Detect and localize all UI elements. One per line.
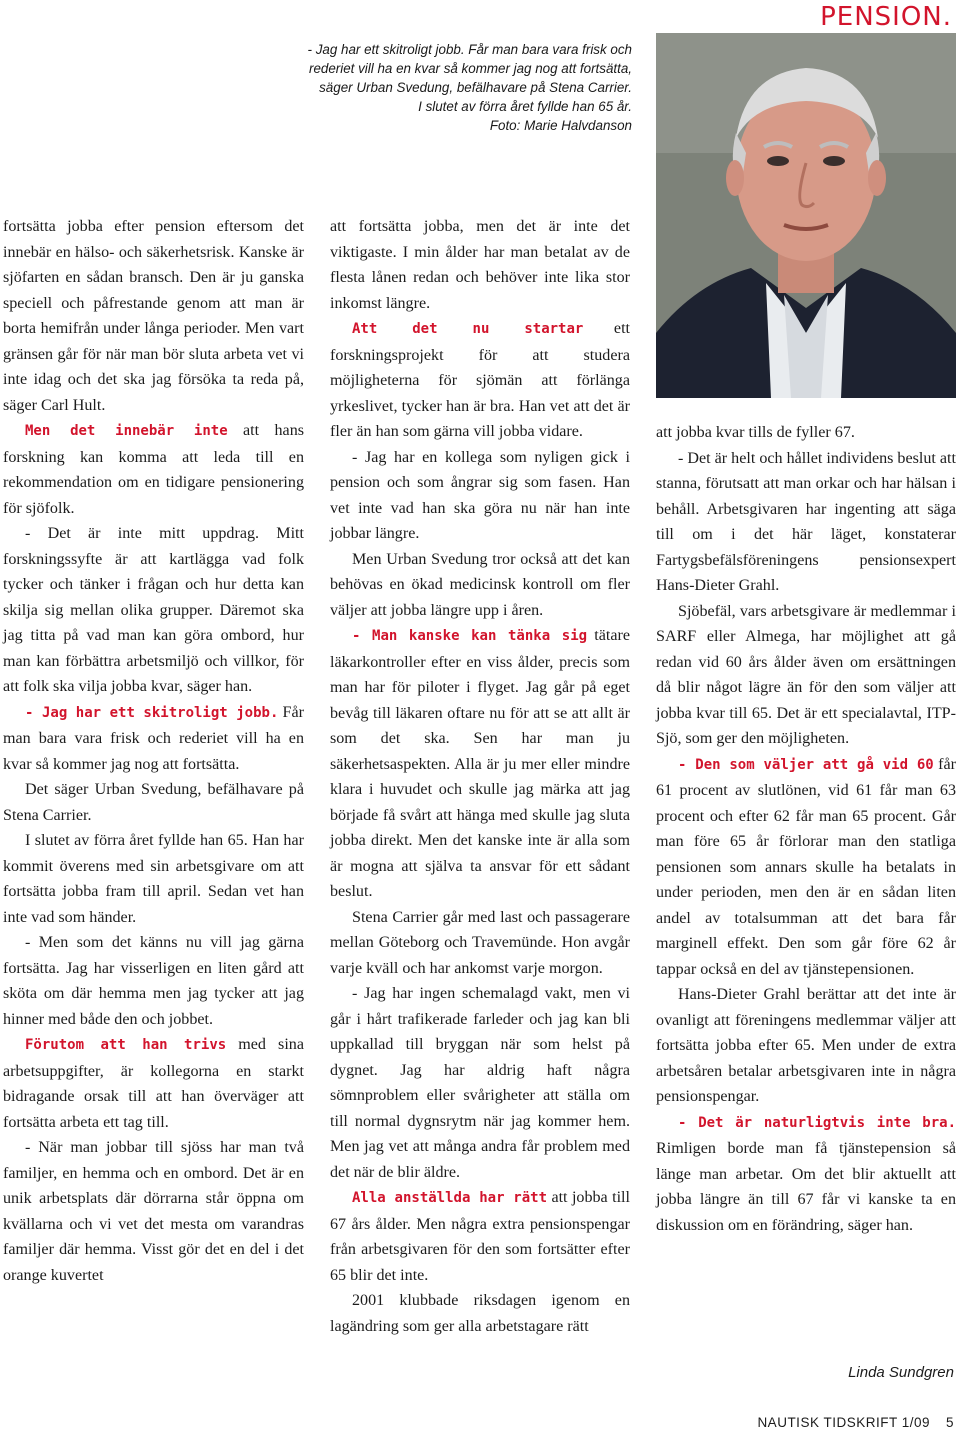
- paragraph-text: ett forskningsprojekt för att studera möjligheterna för sjömän att förlänga yrkeslivet, tycker han är bra. Han vet att det är fler än han som gärna vill jobba vidare.: [330, 320, 631, 440]
- highlight-lead: - Jag har ett skitroligt jobb.: [25, 704, 279, 721]
- portrait-illustration: [656, 33, 956, 398]
- section-title: PENSION.: [820, 2, 952, 32]
- paragraph-text: får 61 procent av slutlönen, vid 61 får man 63 procent och efter 62 får man 65 procent. Går man före 65 år förlorar man den statliga pensionen som annars skulle ha betalats in under perioden, men den är en sådan liten andel av totalsumman att det bara får marginell effekt. Den som går före 62 år tappar också en del av tjänstepensionen.: [656, 755, 956, 978]
- highlight-lead: Förutom att han trivs: [25, 1037, 227, 1053]
- paragraph: att jobba kvar tills de fyller 67.: [656, 424, 855, 441]
- paragraph-text: med sina arbetsuppgifter, är kollegorna en starkt bidragande orsak till att han överväger att fortsätta arbeta ett tag till.: [3, 1036, 304, 1131]
- caption-line: I slutet av förra året fyllde han 65 år.: [418, 99, 632, 114]
- highlight-lead: - Det är naturligtvis inte bra.: [678, 1114, 956, 1131]
- highlight-lead: - Den som väljer att gå vid 60: [678, 756, 934, 773]
- paragraph: - Jag har ingen schemalagd vakt, men vi går i hårt trafikerade farleder och jag kan bli uppkallad till bryggan när som helst på dygnet. Jag har aldrig haft några sömnproblem eller svårigheter att ställa om till normal dygnsrytm när jag kommer hem. Men jag vet att många andra får problem med det när de blir äldre.: [330, 985, 630, 1181]
- publication-name: NAUTISK TIDSKRIFT 1/09: [757, 1415, 930, 1430]
- highlight-lead: Men det innebär inte: [25, 423, 228, 439]
- paragraph: 2001 klubbade riksdagen igenom en lagändring som ger alla arbetstagare rätt: [330, 1292, 630, 1335]
- highlight-lead: Alla anställda har rätt: [352, 1190, 548, 1206]
- paragraph: - Jag har en kollega som nyligen gick i pension och som ångrar sig som fasen. Han vet inte vad han ska göra nu när han inte jobbar längre.: [330, 448, 630, 542]
- paragraph: [330, 316, 630, 445]
- paragraph: [656, 1110, 956, 1239]
- paragraph: [3, 1032, 304, 1135]
- paragraph: Stena Carrier går med last och passagerare mellan Göteborg och Travemünde. Hon avgår varje kväll och har ankomst varje morgon.: [330, 908, 630, 977]
- paragraph: - När man jobbar till sjöss har man två familjer, en hemma och en ombord. Det är en unik arbetsplats där dörrarna står öppna om kvällarna och vi vet det mesta om varandras familjer där hemma. Visst gör det en del i det orange kuvertet: [3, 1139, 304, 1284]
- page-number: 5: [945, 1415, 954, 1430]
- paragraph: [656, 752, 956, 983]
- caption-line: rederiet vill ha en kvar så kommer jag nog att fortsätta,: [308, 61, 632, 76]
- author-signature: Linda Sundgren: [848, 1364, 954, 1381]
- paragraph-text: att jobba till 67 års ålder. Men några extra pensionspengar från arbetsgivaren för den som fortsätter efter 65 blir det inte.: [330, 1189, 630, 1284]
- photo-credit: Foto: Marie Halvdanson: [489, 118, 632, 133]
- paragraph-text: tätare läkarkontroller efter en viss ålder, precis som man har för piloter i flyget. Jag går på eget bevåg till läkaren oftare nu för att se att allt är som det ska. Sen har man ju säkerhetsaspekten. Alla är ju mer eller mindre klara i huvudet och skulle jag märka att jag började få svårt att hänga med skulle jag sluta jobba direkt. Men det kanske inte är alla som är mogna att själva ta ansvar för ett sådant beslut.: [330, 627, 630, 900]
- paragraph: [3, 418, 304, 521]
- caption-line: säger Urban Svedung, befälhavare på Stena Carrier.: [319, 80, 632, 95]
- article-column-1: [3, 214, 304, 1288]
- paragraph: att fortsätta jobba, men det är inte det viktigaste. I min ålder har man betalat av de flesta lånen redan och behöver inte lika stor inkomst längre.: [330, 218, 630, 312]
- paragraph: Men Urban Svedung tror också att det kan behövas en ökad medicinsk kontroll om fler väljer att jobba längre upp i åren.: [330, 550, 630, 619]
- paragraph: Sjöbefäl, vars arbetsgivare är medlemmar i SARF eller Almega, har möjlighet att gå redan vid 60 års ålder även om ersättningen då blir något lägre än för den som väljer att jobba kvar till 65. Det är ett specialavtal, ITP-Sjö, som ger den möjligheten.: [656, 602, 956, 747]
- paragraph: - Men som det känns nu vill jag gärna fortsätta. Jag har visserligen en liten gård att sköta om där hemma men jag tycker att jag hinner med både den och jobbet.: [3, 934, 304, 1028]
- paragraph: - Det är helt och hållet individens beslut att stanna, förutsatt att man orkar och har hälsan i behåll. Arbetsgivaren har ingenting att säga till om i det här läget, konstaterar Fartygsbefälsföreningens pensionsexpert Hans-Dieter Grahl.: [656, 449, 956, 594]
- paragraph-text: att hans forskning kan komma att leda till en rekommendation om en tidigare pensionering för sjöfolk.: [3, 422, 305, 517]
- paragraph: I slutet av förra året fyllde han 65. Han har kommit överens med sin arbetsgivare om att fortsätta jobba fram till april. Sedan vet han inte vad som händer.: [3, 832, 304, 926]
- paragraph-text: Får man bara vara frisk och rederiet vill ha en kvar så kommer jag nog att fortsätta.: [3, 703, 304, 773]
- paragraph: [3, 700, 304, 778]
- page-footer: [757, 1415, 954, 1430]
- photo-caption: [300, 40, 632, 135]
- paragraph: [330, 1185, 630, 1288]
- paragraph: Det säger Urban Svedung, befälhavare på Stena Carrier.: [3, 781, 304, 824]
- paragraph: Hans-Dieter Grahl berättar att det inte är ovanligt att föreningens medlemmar väljer att fortsätta jobba efter 65. Men under de extra arbetsåren betalar arbetsgivaren inte in några pensionspengar.: [656, 986, 956, 1105]
- article-column-2: [330, 214, 630, 1339]
- highlight-lead: - Man kanske kan tänka sig: [352, 628, 588, 644]
- caption-line: - Jag har ett skitroligt jobb. Får man bara vara frisk och: [307, 42, 632, 57]
- paragraph: [330, 623, 630, 905]
- paragraph: - Det är inte mitt uppdrag. Mitt forskningssyfte är att kartlägga vad folk tycker och tänker i frågan och hur detta kan skilja sig mellan olika grupper. Däremot ska jag titta på vad man kan göra ombord, hur man kan förbättra arbetsmiljö och villkor, för att folk ska vilja jobba kvar, säger han.: [3, 525, 304, 695]
- paragraph-text: Rimligen borde man få tjänstepension så länge man arbetar. Om det blir aktuellt att jobba längre än till 67 får vi kanske ta en diskussion om en förändring, säger han.: [656, 1140, 956, 1234]
- portrait-photo: [656, 33, 956, 398]
- article-column-3: [656, 420, 956, 1238]
- paragraph: fortsätta jobba efter pension eftersom det innebär en hälso- och säkerhetsrisk. Kanske är sjöfarten en sådan bransch. Den är ju ganska speciell och påfrestande genom att man är borta hemifrån under långa perioder. Men vart gränsen går för när man bör sluta arbeta vet vi inte idag och det ska jag försöka ta reda på, säger Carl Hult.: [3, 218, 304, 414]
- highlight-lead: Att det nu startar: [352, 321, 584, 337]
